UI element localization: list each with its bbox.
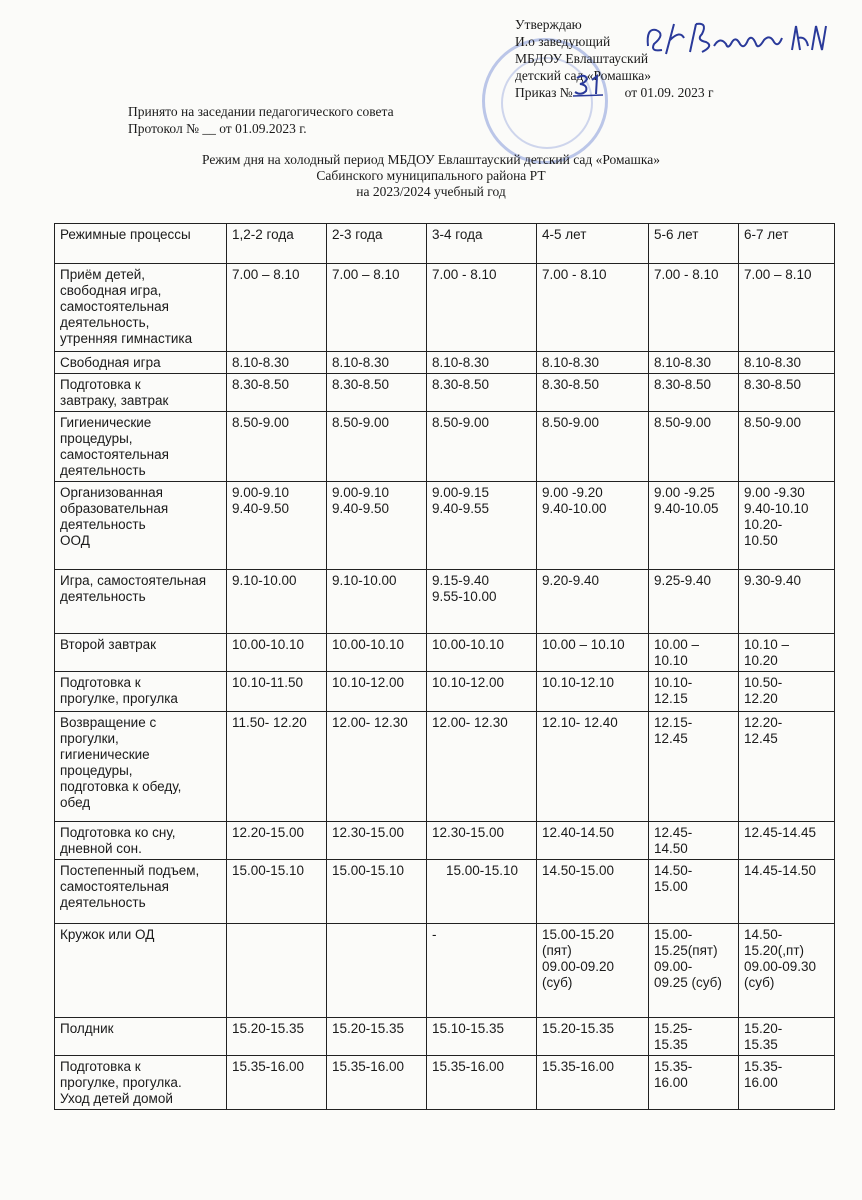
- time-cell: 12.10- 12.40: [537, 712, 649, 822]
- table-row: [55, 352, 835, 374]
- time-cell: 10.00 – 10.10: [649, 634, 739, 672]
- time-cell: 12.20- 12.45: [739, 712, 835, 822]
- time-cell: 9.00-9.10 9.40-9.50: [327, 482, 427, 570]
- title-line-2: Сабинского муниципального района РТ: [316, 168, 546, 183]
- time-cell: 11.50- 12.20: [227, 712, 327, 822]
- time-cell: 15.20-15.35: [327, 1018, 427, 1056]
- time-cell: 8.10-8.30: [327, 352, 427, 374]
- time-cell: 10.00 – 10.10: [537, 634, 649, 672]
- table-row: [55, 412, 835, 482]
- time-cell: 14.50- 15.20(,пт) 09.00-09.30 (суб): [739, 924, 835, 1018]
- title-line-1: Режим дня на холодный период МБДОУ Евлаштауский детский сад «Ромашка»: [201, 152, 660, 167]
- order-prefix: Приказ №: [515, 85, 573, 100]
- time-cell: 10.50- 12.20: [739, 672, 835, 712]
- time-cell: 12.45- 14.50: [649, 822, 739, 860]
- table-row: [55, 264, 835, 352]
- table-row: [55, 712, 835, 822]
- table-row: [55, 822, 835, 860]
- process-name-cell: Подготовка к завтраку, завтрак: [55, 374, 227, 412]
- time-cell: 10.10-12.10: [537, 672, 649, 712]
- time-cell: 8.30-8.50: [537, 374, 649, 412]
- time-cell: 14.50- 15.00: [649, 860, 739, 924]
- time-cell: 10.00-10.10: [327, 634, 427, 672]
- time-cell: 10.00-10.10: [427, 634, 537, 672]
- table-row: [55, 924, 835, 1018]
- time-cell: 15.00-15.10: [227, 860, 327, 924]
- time-cell: 15.20-15.35: [227, 1018, 327, 1056]
- table-row: [55, 374, 835, 412]
- time-cell: 8.50-9.00: [537, 412, 649, 482]
- time-cell: 15.00-15.10: [427, 860, 537, 924]
- table-row: [55, 860, 835, 924]
- time-cell: 10.10-12.00: [327, 672, 427, 712]
- process-name-cell: Второй завтрак: [55, 634, 227, 672]
- process-name-cell: Подготовка ко сну, дневной сон.: [55, 822, 227, 860]
- document-title: [0, 152, 862, 200]
- order-date: от 01.09. 2023 г: [624, 85, 714, 100]
- approval-line-1: Утверждаю: [515, 17, 582, 32]
- process-name-cell: Постепенный подъем, самостоятельная деятельность: [55, 860, 227, 924]
- time-cell: 9.00-9.10 9.40-9.50: [227, 482, 327, 570]
- time-cell: 15.10-15.35: [427, 1018, 537, 1056]
- process-name-cell: Игра, самостоятельная деятельность: [55, 570, 227, 634]
- time-cell: 9.15-9.40 9.55-10.00: [427, 570, 537, 634]
- time-cell: 8.30-8.50: [649, 374, 739, 412]
- time-cell: 8.50-9.00: [227, 412, 327, 482]
- handwritten-order-number: [571, 72, 605, 98]
- approval-line-2: И.о заведующий: [515, 34, 611, 49]
- time-cell: 9.10-10.00: [327, 570, 427, 634]
- column-header: 2-3 года: [327, 224, 427, 264]
- council-line-1: Принято на заседании педагогического совета: [128, 104, 394, 119]
- time-cell: 15.20-15.35: [537, 1018, 649, 1056]
- time-cell: 15.20- 15.35: [739, 1018, 835, 1056]
- time-cell: 7.00 - 8.10: [537, 264, 649, 352]
- time-cell: 8.10-8.30: [739, 352, 835, 374]
- time-cell: 15.35- 16.00: [739, 1056, 835, 1110]
- time-cell: 15.25- 15.35: [649, 1018, 739, 1056]
- schedule-table: [54, 223, 835, 1110]
- time-cell: 9.00 -9.20 9.40-10.00: [537, 482, 649, 570]
- time-cell: 14.50-15.00: [537, 860, 649, 924]
- time-cell: 8.10-8.30: [537, 352, 649, 374]
- time-cell: 10.10-11.50: [227, 672, 327, 712]
- column-header: 3-4 года: [427, 224, 537, 264]
- time-cell: 8.50-9.00: [649, 412, 739, 482]
- time-cell: 12.40-14.50: [537, 822, 649, 860]
- time-cell: 7.00 – 8.10: [327, 264, 427, 352]
- time-cell: 8.50-9.00: [739, 412, 835, 482]
- time-cell: 10.10 – 10.20: [739, 634, 835, 672]
- time-cell: 8.30-8.50: [739, 374, 835, 412]
- time-cell: 7.00 – 8.10: [227, 264, 327, 352]
- process-name-cell: Подготовка к прогулке, прогулка. Уход детей домой: [55, 1056, 227, 1110]
- process-name-cell: Свободная игра: [55, 352, 227, 374]
- table-row: [55, 1056, 835, 1110]
- time-cell: 8.10-8.30: [427, 352, 537, 374]
- time-cell: 12.30-15.00: [327, 822, 427, 860]
- time-cell: 9.00-9.15 9.40-9.55: [427, 482, 537, 570]
- time-cell: 8.50-9.00: [327, 412, 427, 482]
- process-name-cell: Возвращение с прогулки, гигиенические процедуры, подготовка к обеду, обед: [55, 712, 227, 822]
- time-cell: [327, 924, 427, 1018]
- time-cell: 15.00-15.20 (пят) 09.00-09.20 (суб): [537, 924, 649, 1018]
- time-cell: 10.10-12.00: [427, 672, 537, 712]
- column-header: 5-6 лет: [649, 224, 739, 264]
- time-cell: 8.50-9.00: [427, 412, 537, 482]
- table-row: [55, 672, 835, 712]
- process-name-cell: Полдник: [55, 1018, 227, 1056]
- time-cell: 7.00 – 8.10: [739, 264, 835, 352]
- table-row: [55, 634, 835, 672]
- council-block: [128, 103, 394, 137]
- time-cell: 15.35-16.00: [327, 1056, 427, 1110]
- time-cell: 15.35-16.00: [227, 1056, 327, 1110]
- process-name-cell: Организованная образовательная деятельность ООД: [55, 482, 227, 570]
- time-cell: 15.35- 16.00: [649, 1056, 739, 1110]
- time-cell: 7.00 - 8.10: [649, 264, 739, 352]
- table-row: [55, 1018, 835, 1056]
- time-cell: 9.25-9.40: [649, 570, 739, 634]
- approval-line-5: [515, 84, 714, 101]
- approval-line-4: детский сад «Ромашка»: [515, 68, 652, 83]
- time-cell: 9.00 -9.30 9.40-10.10 10.20- 10.50: [739, 482, 835, 570]
- time-cell: 12.20-15.00: [227, 822, 327, 860]
- process-name-cell: Гигиенические процедуры, самостоятельная деятельность: [55, 412, 227, 482]
- process-name-cell: Кружок или ОД: [55, 924, 227, 1018]
- time-cell: 10.00-10.10: [227, 634, 327, 672]
- time-cell: 15.35-16.00: [427, 1056, 537, 1110]
- time-cell: 9.10-10.00: [227, 570, 327, 634]
- table-header-row: [55, 224, 835, 264]
- time-cell: [227, 924, 327, 1018]
- title-line-3: на 2023/2024 учебный год: [356, 184, 506, 199]
- time-cell: 7.00 - 8.10: [427, 264, 537, 352]
- column-header: 1,2-2 года: [227, 224, 327, 264]
- process-name-cell: Подготовка к прогулке, прогулка: [55, 672, 227, 712]
- time-cell: 10.10- 12.15: [649, 672, 739, 712]
- time-cell: 8.30-8.50: [327, 374, 427, 412]
- time-cell: 8.30-8.50: [227, 374, 327, 412]
- time-cell: 9.20-9.40: [537, 570, 649, 634]
- column-header: Режимные процессы: [55, 224, 227, 264]
- time-cell: 8.10-8.30: [649, 352, 739, 374]
- approval-line-3: МБДОУ Евлаштауский: [515, 51, 649, 66]
- time-cell: 15.00- 15.25(пят) 09.00- 09.25 (суб): [649, 924, 739, 1018]
- time-cell: 8.30-8.50: [427, 374, 537, 412]
- time-cell: 14.45-14.50: [739, 860, 835, 924]
- time-cell: 15.00-15.10: [327, 860, 427, 924]
- time-cell: 12.15- 12.45: [649, 712, 739, 822]
- time-cell: 12.30-15.00: [427, 822, 537, 860]
- time-cell: 12.00- 12.30: [327, 712, 427, 822]
- process-name-cell: Приём детей, свободная игра, самостоятельная деятельность, утренняя гимнастика: [55, 264, 227, 352]
- time-cell: 12.00- 12.30: [427, 712, 537, 822]
- time-cell: -: [427, 924, 537, 1018]
- column-header: 6-7 лет: [739, 224, 835, 264]
- table-row: [55, 482, 835, 570]
- signature: [640, 16, 835, 64]
- column-header: 4-5 лет: [537, 224, 649, 264]
- time-cell: 8.10-8.30: [227, 352, 327, 374]
- time-cell: 15.35-16.00: [537, 1056, 649, 1110]
- time-cell: 9.30-9.40: [739, 570, 835, 634]
- time-cell: 12.45-14.45: [739, 822, 835, 860]
- time-cell: 9.00 -9.25 9.40-10.05: [649, 482, 739, 570]
- table-row: [55, 570, 835, 634]
- council-line-2: Протокол № __ от 01.09.2023 г.: [128, 121, 307, 136]
